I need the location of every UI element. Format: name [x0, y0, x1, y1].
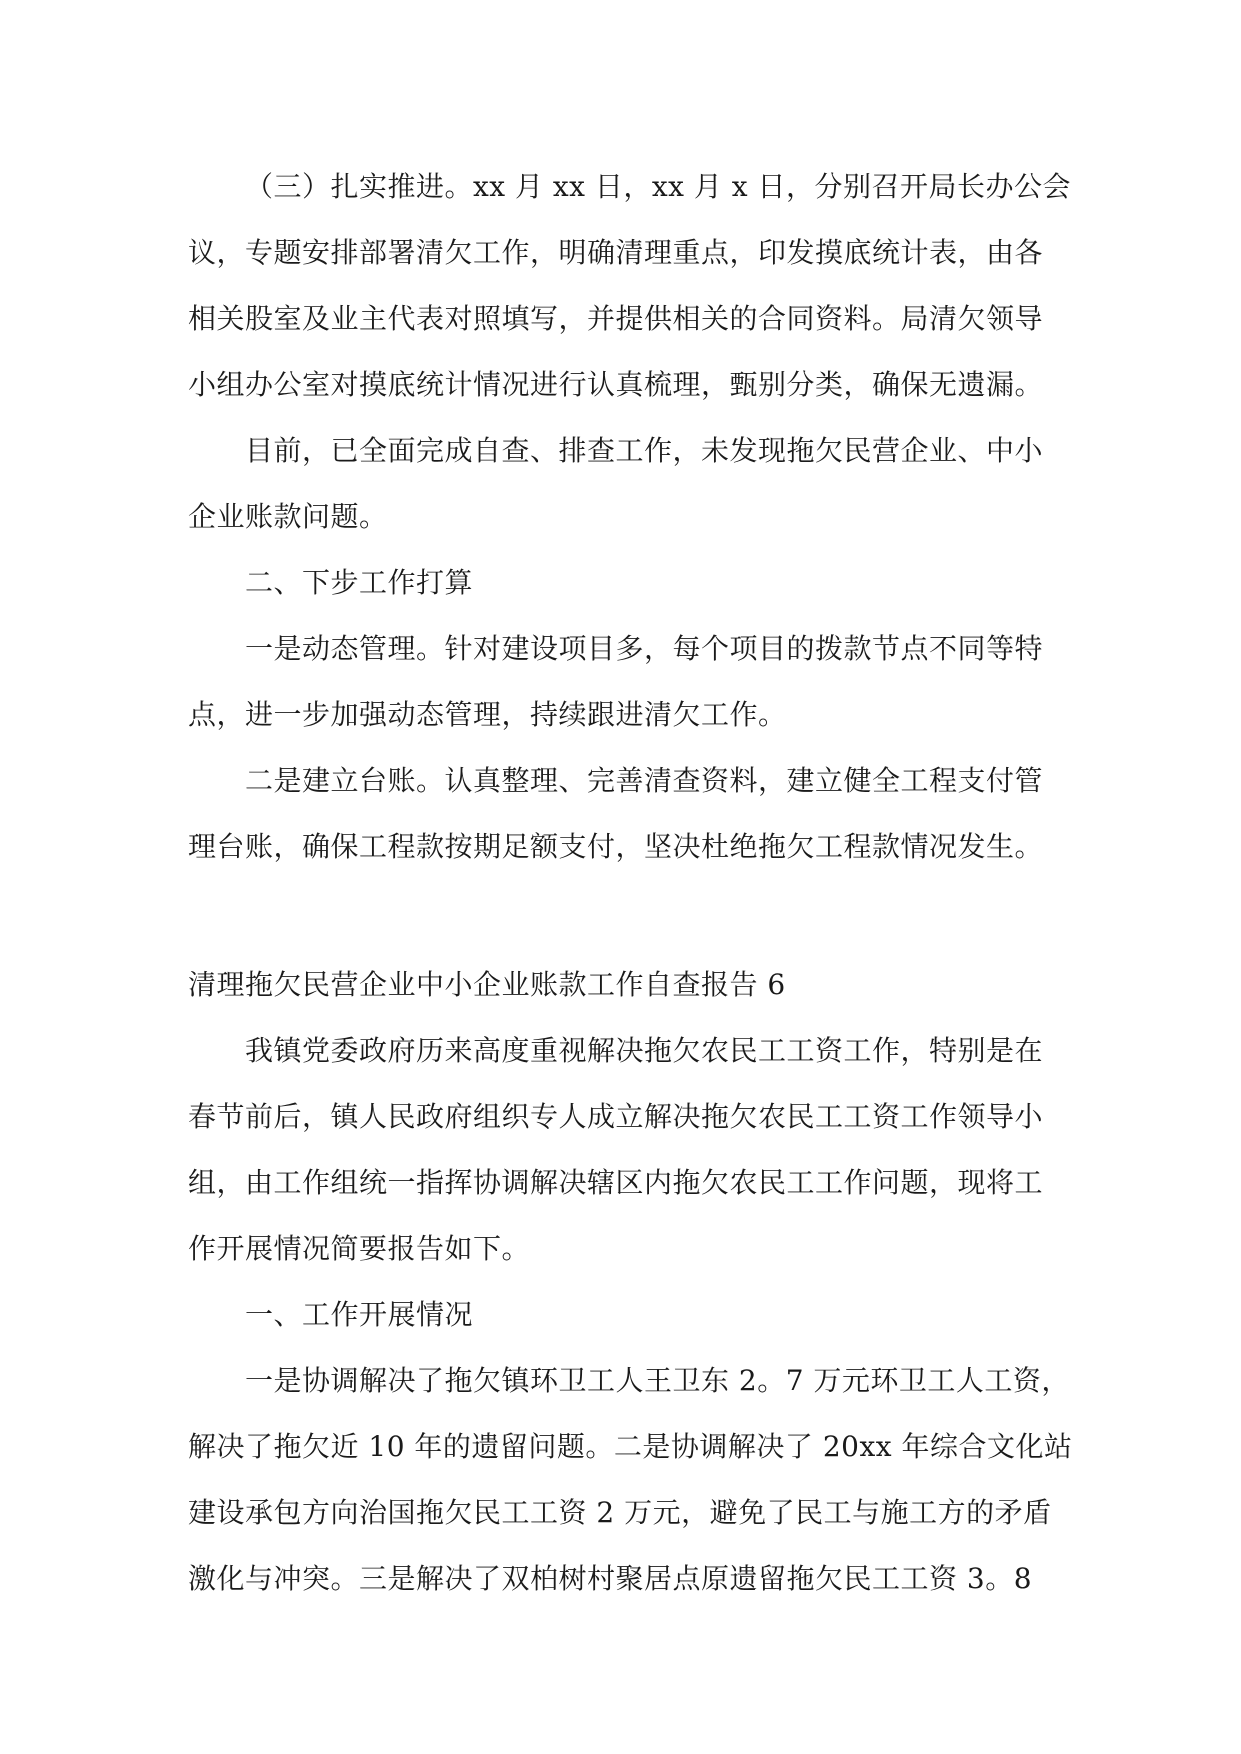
paragraph-line: 小组办公室对摸底统计情况进行认真梳理，甄别分类，确保无遗漏。: [188, 368, 1044, 401]
paragraph-line: 议，专题安排部署清欠工作，明确清理重点，印发摸底统计表，由各: [188, 236, 1044, 269]
paragraph-line: （三）扎实推进。xx 月 xx 日，xx 月 x 日，分别召开局长办公会: [245, 170, 1071, 203]
paragraph-line: 企业账款问题。: [188, 500, 388, 533]
document-body: [188, 154, 1073, 1612]
paragraph-line: 春节前后，镇人民政府组织专人成立解决拖欠农民工工资工作领导小: [188, 1100, 1044, 1133]
paragraph-line: 解决了拖欠近 10 年的遗留问题。二是协调解决了 20xx 年综合文化站: [188, 1430, 1073, 1463]
paragraph-line: 激化与冲突。三是解决了双柏树村聚居点原遗留拖欠民工工资 3。8: [188, 1562, 1033, 1595]
paragraph-line: 相关股室及业主代表对照填写，并提供相关的合同资料。局清欠领导: [188, 302, 1044, 335]
paragraph-line: 建设承包方向治国拖欠民工工资 2 万元，避免了民工与施工方的矛盾: [188, 1496, 1052, 1529]
paragraph-line: 我镇党委政府历来高度重视解决拖欠农民工工资工作，特别是在: [245, 1034, 1044, 1067]
paragraph-line: 点，进一步加强动态管理，持续跟进清欠工作。: [188, 698, 787, 731]
section-heading: 二、下步工作打算: [245, 566, 474, 599]
paragraph-line: 一是协调解决了拖欠镇环卫工人王卫东 2。7 万元环卫工人工资，: [245, 1364, 1070, 1397]
paragraph-line: 组，由工作组统一指挥协调解决辖区内拖欠农民工工作问题，现将工: [188, 1166, 1044, 1199]
report-title: 清理拖欠民营企业中小企业账款工作自查报告 6: [188, 968, 786, 1001]
paragraph-line: 目前，已全面完成自查、排查工作，未发现拖欠民营企业、中小: [245, 434, 1044, 467]
section-gap: [188, 880, 1058, 952]
paragraph-line: 理台账，确保工程款按期足额支付，坚决杜绝拖欠工程款情况发生。: [188, 830, 1044, 863]
paragraph-line: 作开展情况简要报告如下。: [188, 1232, 531, 1265]
paragraph-line: 二是建立台账。认真整理、完善清查资料，建立健全工程支付管: [245, 764, 1044, 797]
paragraph-line: 一是动态管理。针对建设项目多，每个项目的拨款节点不同等特: [245, 632, 1044, 665]
section-heading: 一、工作开展情况: [245, 1298, 474, 1331]
